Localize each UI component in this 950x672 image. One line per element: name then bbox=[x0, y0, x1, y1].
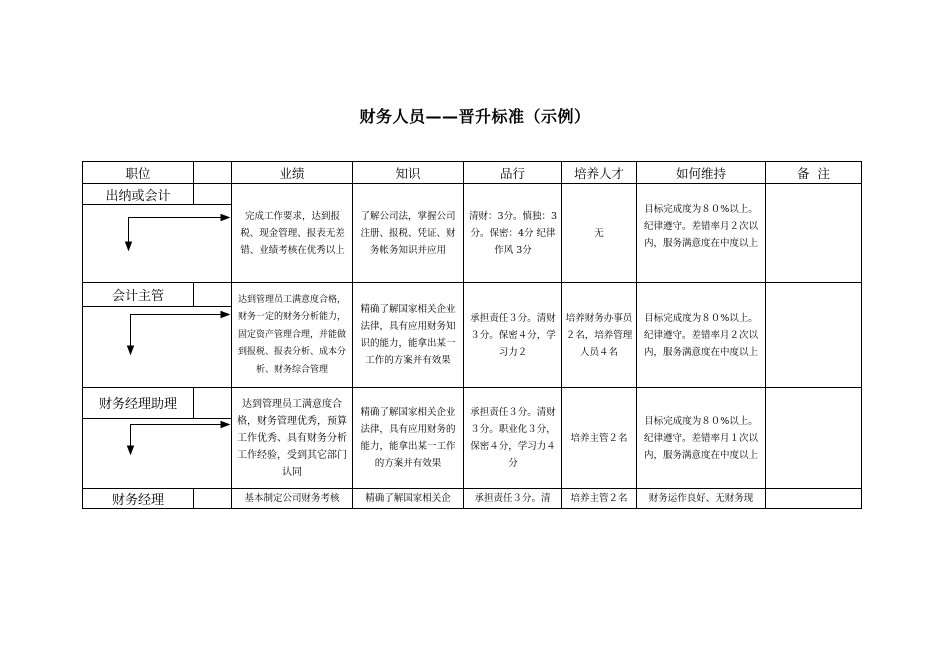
cell-conduct: 承担责任３分。清 bbox=[474, 493, 551, 504]
cell-maintain: 财务运作良好、无财务现 bbox=[648, 493, 754, 504]
header-conduct: 品行 bbox=[499, 165, 525, 181]
row-position-label: 出纳或会计 bbox=[105, 188, 171, 204]
row-position-label: 财务经理 bbox=[111, 493, 164, 508]
cell-knowledge: 精确了解国家相关企业法律，具有应用财务的能力，能拿出某一工作的方案并有效果 bbox=[360, 407, 456, 469]
cell-conduct: 承担责任３分。清财３分。职业化３分，保密４分，学习力４分 bbox=[470, 407, 556, 469]
cell-knowledge: 精确了解国家相关企业法律，具有应用财务知识的能力，能拿出某一工作的方案并有效果 bbox=[360, 304, 456, 366]
cell-talent: 培养主管２名 bbox=[570, 432, 628, 444]
header-performance: 业绩 bbox=[279, 165, 305, 181]
header-talent: 培养人才 bbox=[573, 165, 624, 181]
cell-maintain: 目标完成度为８０%以上。纪律遵守。差错率月２次以内，服务满意度在中度以上 bbox=[643, 204, 758, 249]
header-position: 职位 bbox=[125, 165, 151, 181]
header-knowledge: 知识 bbox=[395, 165, 421, 181]
row-position-label: 财务经理助理 bbox=[98, 397, 177, 412]
page-title: 财务人员——晋升标准（示例） bbox=[359, 107, 591, 126]
cell-performance: 达到管理员工满意度合格，财务管理优秀，预算工作优秀、具有财务分析工作经验，受到其它部门认同 bbox=[237, 398, 347, 478]
header-maintain: 如何维持 bbox=[675, 165, 726, 181]
cell-talent: 培养主管２名 bbox=[570, 493, 628, 504]
cell-conduct: 清财：3分。慎独：3分。保密：4分 纪律作风 3分 bbox=[468, 210, 558, 256]
cell-conduct: 承担责任３分。清财３分。保密４分，学习力２ bbox=[470, 312, 556, 358]
cell-maintain: 目标完成度为８０%以上。纪律遵守。差错率月２次以内，服务满意度在中度以上 bbox=[643, 312, 758, 358]
cell-performance: 完成工作要求，达到报税、现金管理、报表无差错、业绩考核在优秀以上 bbox=[240, 210, 345, 256]
cell-performance: 达到管理员工满意度合格，财务一定的财务分析能力，固定资产管理合理，并能做到报税、报表分析、成本分析、财务综合管理 bbox=[237, 294, 346, 375]
header-remark: 备 注 bbox=[797, 165, 830, 181]
cell-talent: 无 bbox=[594, 227, 604, 239]
cell-performance: 基本制定公司财务考核 bbox=[244, 493, 340, 504]
cell-knowledge: 了解公司法，掌握公司注册、报税、凭证、财务帐务知识并应用 bbox=[360, 210, 456, 256]
cell-knowledge: 精确了解国家相关企 bbox=[365, 493, 451, 504]
cell-maintain: 目标完成度为８０%以上。纪律遵守。差错率月１次以内，服务满意度在中度以上 bbox=[643, 415, 758, 461]
cell-talent: 培养财务办事员２名，培养管理人员４名 bbox=[565, 312, 633, 358]
row-position-label: 会计主管 bbox=[111, 288, 164, 304]
